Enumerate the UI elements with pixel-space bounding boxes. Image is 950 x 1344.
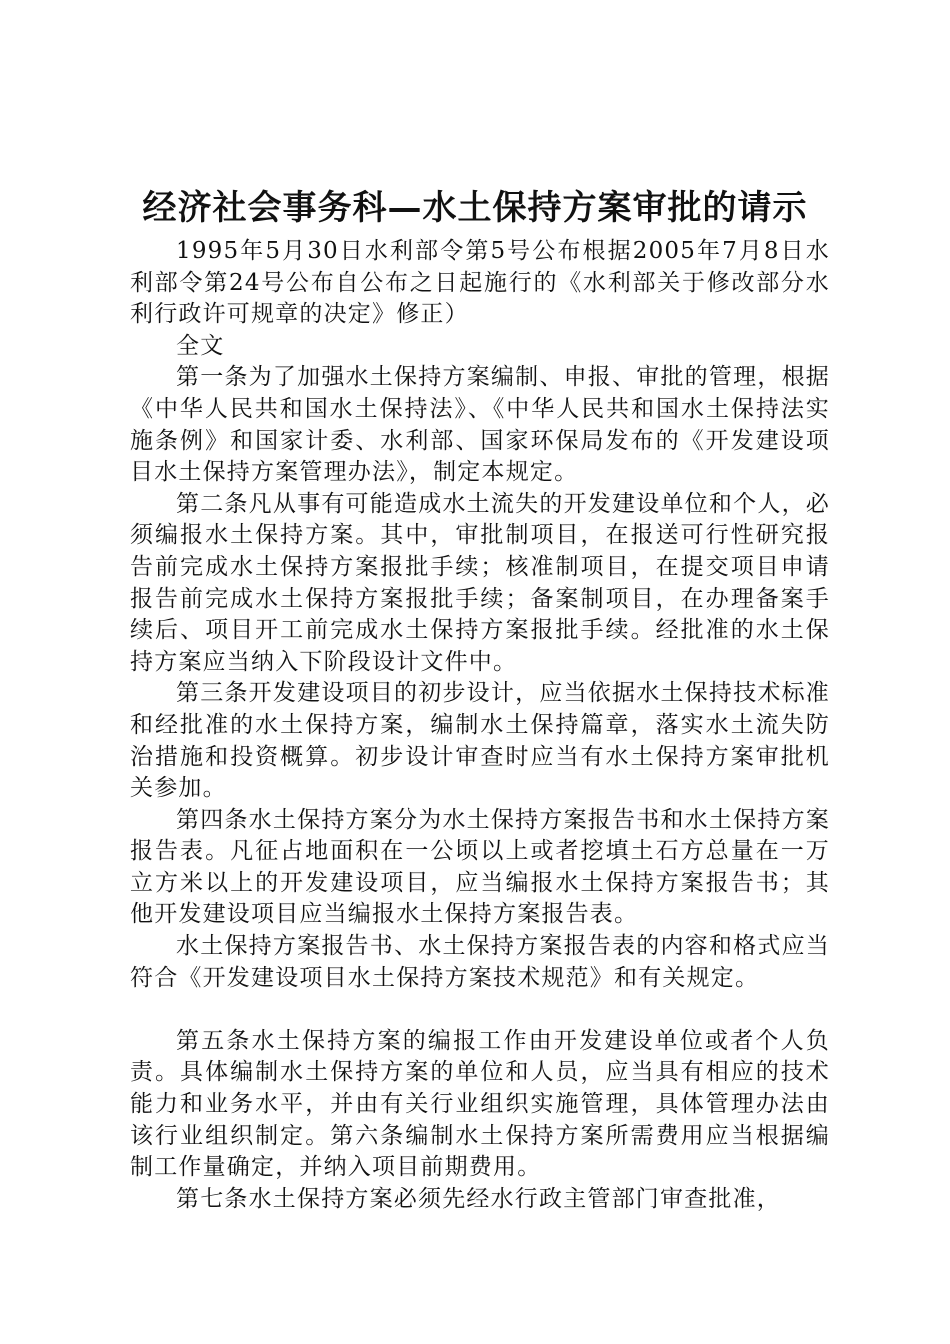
paragraph-article-3: 第三条开发建设项目的初步设计，应当依据水土保持技术标准和经批准的水土保持方案，编制水土保持篇章，落实水土流失防治措施和投资概算。初步设计审查时应当有水土保持方案审批机关参加。: [130, 680, 830, 802]
paragraph-article-4-format: 水土保持方案报告书、水土保持方案报告表的内容和格式应当符合《开发建设项目水土保持方案技术规范》和有关规定。: [130, 933, 830, 991]
paragraph-full-text-label: 全文: [176, 332, 225, 359]
paragraph-article-1: 第一条为了加强水土保持方案编制、申报、审批的管理，根据《中华人民共和国水土保持法》、《中华人民共和国水土保持法实施条例》和国家计委、水利部、国家环保局发布的《开发建设项目水土保持方案管理办法》，制定本规定。: [130, 364, 830, 486]
document-body: [130, 236, 830, 1215]
paragraph-article-7: 第七条水土保持方案必须先经水行政主管部门审查批准，: [176, 1185, 781, 1212]
paragraph-amendment-note: 1995年5月30日水利部令第5号公布根据2005年7月8日水利部令第24号公布自公布之日起施行的《水利部关于修改部分水利行政许可规章的决定》修正）: [130, 238, 830, 328]
paragraph-article-2: 第二条凡从事有可能造成水土流失的开发建设单位和个人，必须编报水土保持方案。其中，审批制项目，在报送可行性研究报告前完成水土保持方案报批手续；核准制项目，在提交项目申请报告前完成水土保持方案报批手续；备案制项目，在办理备案手续后、项目开工前完成水土保持方案报批手续。经批准的水土保持方案应当纳入下阶段设计文件中。: [130, 490, 830, 675]
document-title: 经济社会事务科—水土保持方案审批的请示: [142, 188, 808, 228]
paragraph-article-5-6: 第五条水土保持方案的编报工作由开发建设单位或者个人负责。具体编制水土保持方案的单位和人员，应当具有相应的技术能力和业务水平，并由有关行业组织实施管理，具体管理办法由该行业组织制定。第六条编制水土保持方案所需费用应当根据编制工作量确定，并纳入项目前期费用。: [130, 1027, 830, 1181]
paragraph-article-4: 第四条水土保持方案分为水土保持方案报告书和水土保持方案报告表。凡征占地面积在一公顷以上或者挖填土石方总量在一万立方米以上的开发建设项目，应当编报水土保持方案报告书；其他开发建设项目应当编报水土保持方案报告表。: [130, 806, 830, 928]
